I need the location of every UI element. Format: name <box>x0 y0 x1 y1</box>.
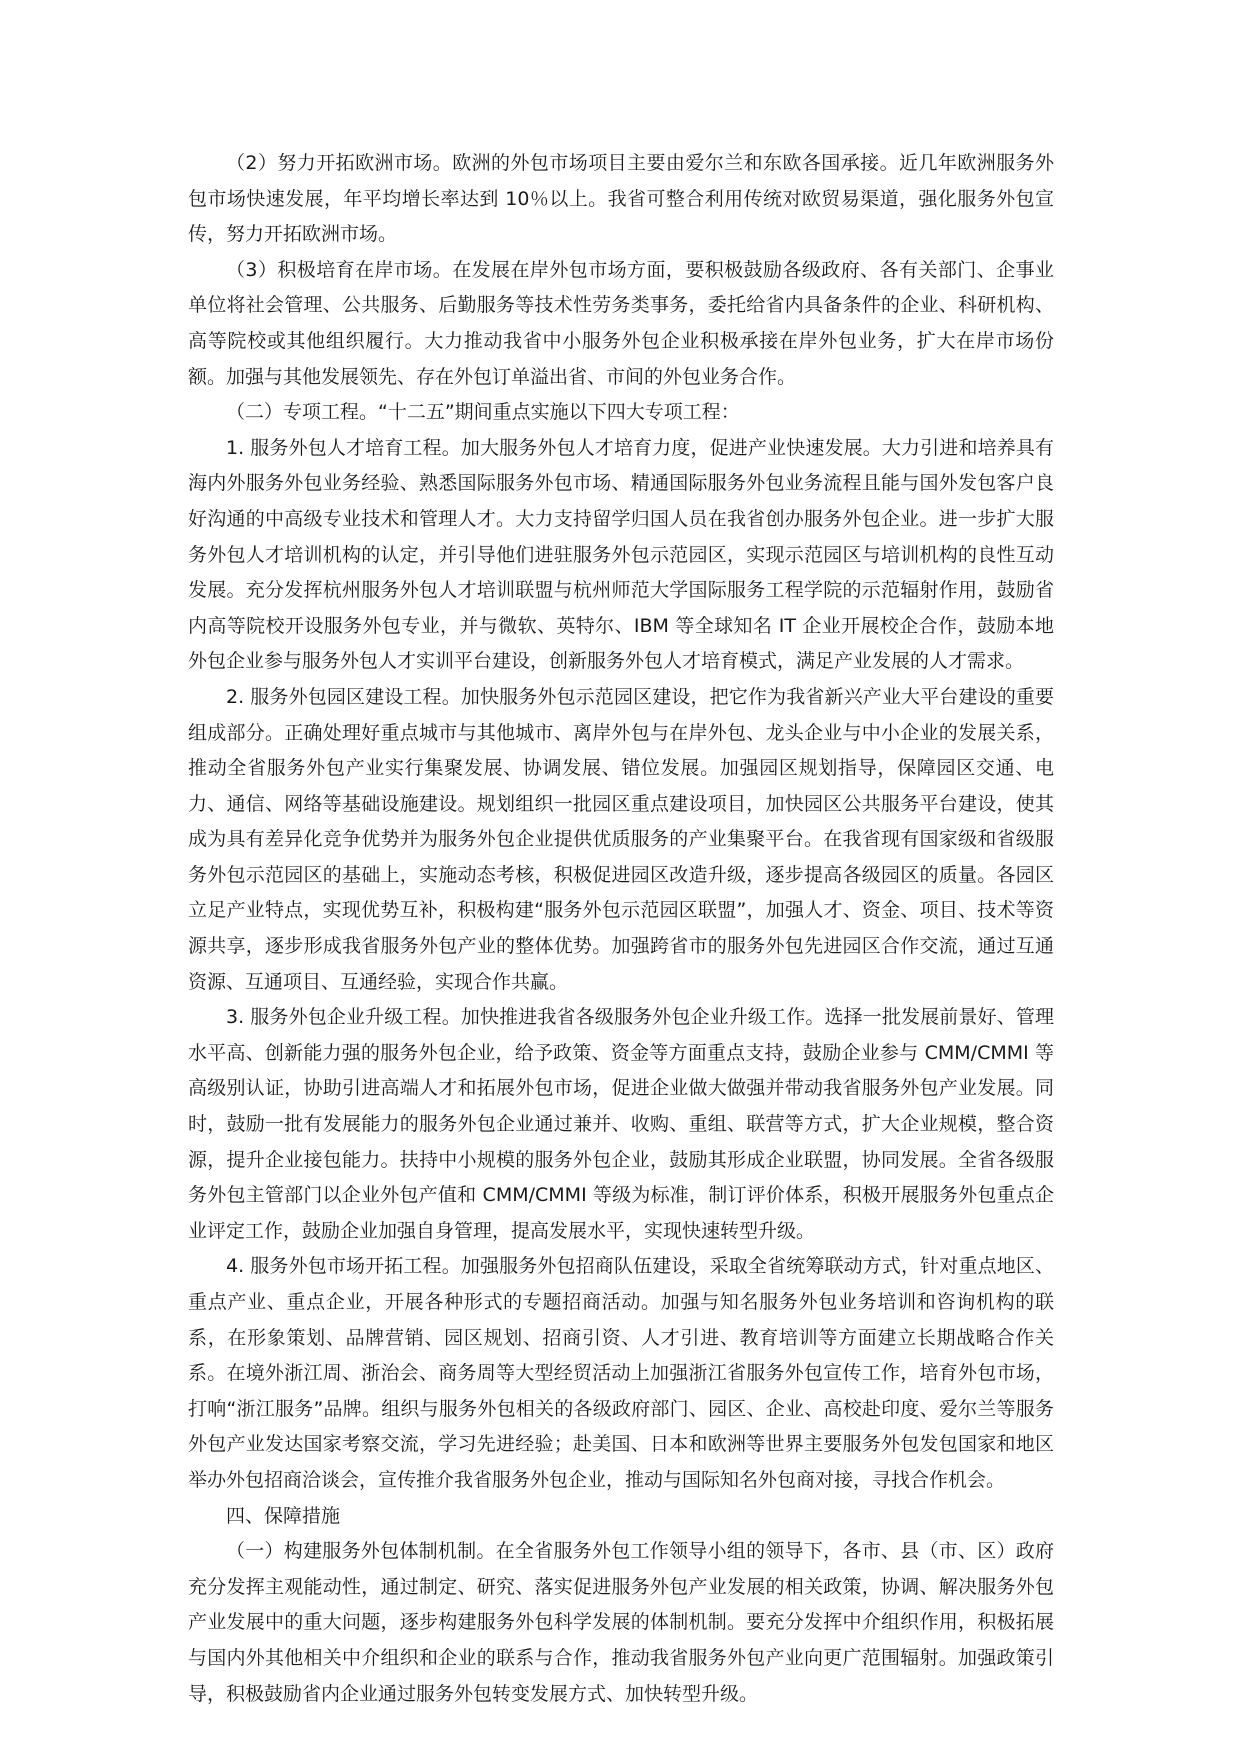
paragraph-talent-project: 1. 服务外包人才培育工程。加大服务外包人才培育力度，促进产业快速发展。大力引进和培养具有海内外服务外包业务经验、熟悉国际服务外包市场、精通国际服务外包业务流程且能与国外发包客户良好沟通的中高级专业技术和管理人才。大力支持留学归国人员在我省创办服务外包企业。进一步扩大服务外包人才培训机构的认定，并引导他们进驻服务外包示范园区，实现示范园区与培训机构的良性互动发展。充分发挥杭州服务外包人才培训联盟与杭州师范大学国际服务工程学院的示范辐射作用，鼓励省内高等院校开设服务外包专业，并与微软、英特尔、IBM 等全球知名 IT 企业开展校企合作，鼓励本地外包企业参与服务外包人才实训平台建设，创新服务外包人才培育模式，满足产业发展的人才需求。 <box>188 436 1054 673</box>
paragraph-institutional-mechanism: （一）构建服务外包体制机制。在全省服务外包工作领导小组的领导下，各市、县（市、区）政府充分发挥主观能动性，通过制定、研究、落实促进服务外包产业发展的相关政策，协调、解决服务外包产业发展中的重大问题，逐步构建服务外包科学发展的体制机制。要充分发挥中介组织作用，积极拓展与国内外其他相关中介组织和企业的联系与合作，推动我省服务外包产业向更广范围辐射。加强政策引导，积极鼓励省内企业通过服务外包转变发展方式、加快转型升级。 <box>188 1540 1054 1705</box>
paragraph-market-expansion: 4. 服务外包市场开拓工程。加强服务外包招商队伍建设，采取全省统筹联动方式，针对重点地区、重点产业、重点企业，开展各种形式的专题招商活动。加强与知名服务外包业务培训和咨询机构的联系，在形象策划、品牌营销、园区规划、招商引资、人才引进、教育培训等方面建立长期战略合作关系。在境外浙江周、浙治会、商务周等大型经贸活动上加强浙江省服务外包宣传工作，培育外包市场，打响“浙江服务”品牌。组织与服务外包相关的各级政府部门、园区、企业、高校赴印度、爱尔兰等服务外包产业发达国家考察交流，学习先进经验；赴美国、日本和欧洲等世界主要服务外包发包国家和地区举办外包招商洽谈会，宣传推介我省服务外包企业，推动与国际知名外包商对接，寻找合作机会。 <box>188 1255 1054 1491</box>
paragraph-europe-market: （2）努力开拓欧洲市场。欧洲的外包市场项目主要由爱尔兰和东欧各国承接。近几年欧洲服务外包市场快速发展，年平均增长率达到 10％以上。我省可整合利用传统对欧贸易渠道，强化服务外包宣传，努力开拓欧洲市场。 <box>188 152 1054 246</box>
section-heading-safeguards: 四、保障措施 <box>226 1504 341 1527</box>
document-body <box>188 146 1054 1712</box>
paragraph-onshore-market: （3）积极培育在岸市场。在发展在岸外包市场方面，要积极鼓励各级政府、各有关部门、企事业单位将社会管理、公共服务、后勤服务等技术性劳务类事务，委托给省内具备条件的企业、科研机构、高等院校或其他组织履行。大力推动我省中小服务外包企业积极承接在岸外包业务，扩大在岸市场份额。加强与其他发展领先、存在外包订单溢出省、市间的外包业务合作。 <box>188 258 1054 388</box>
paragraph-special-projects-heading: （二）专项工程。“十二五”期间重点实施以下四大专项工程： <box>226 401 740 424</box>
paragraph-park-project: 2. 服务外包园区建设工程。加快服务外包示范园区建设，把它作为我省新兴产业大平台建设的重要组成部分。正确处理好重点城市与其他城市、离岸外包与在岸外包、龙头企业与中小企业的发展关系，推动全省服务外包产业实行集聚发展、协调发展、错位发展。加强园区规划指导，保障园区交通、电力、通信、网络等基础设施建设。规划组织一批园区重点建设项目，加快园区公共服务平台建设，使其成为具有差异化竞争优势并为服务外包企业提供优质服务的产业集聚平台。在我省现有国家级和省级服务外包示范园区的基础上，实施动态考核，积极促进园区改造升级，逐步提高各级园区的质量。各园区立足产业特点，实现优势互补，积极构建“服务外包示范园区联盟”，加强人才、资金、项目、技术等资源共享，逐步形成我省服务外包产业的整体优势。加强跨省市的服务外包先进园区合作交流，通过互通资源、互通项目、互通经验，实现合作共赢。 <box>188 685 1054 993</box>
paragraph-enterprise-upgrade: 3. 服务外包企业升级工程。加快推进我省各级服务外包企业升级工作。选择一批发展前景好、管理水平高、创新能力强的服务外包企业，给予政策、资金等方面重点支持，鼓励企业参与 CMM/CMMI 等高级别认证，协助引进高端人才和拓展外包市场，促进企业做大做强并带动我省服务外包产业发展。同时，鼓励一批有发展能力的服务外包企业通过兼并、收购、重组、联营等方式，扩大企业规模，整合资源，提升企业接包能力。扶持中小规模的服务外包企业，鼓励其形成企业联盟，协同发展。全省各级服务外包主管部门以企业外包产值和 CMM/CMMI 等级为标准，制订评价体系，积极开展服务外包重点企业评定工作，鼓励企业加强自身管理，提高发展水平，实现快速转型升级。 <box>188 1006 1054 1242</box>
